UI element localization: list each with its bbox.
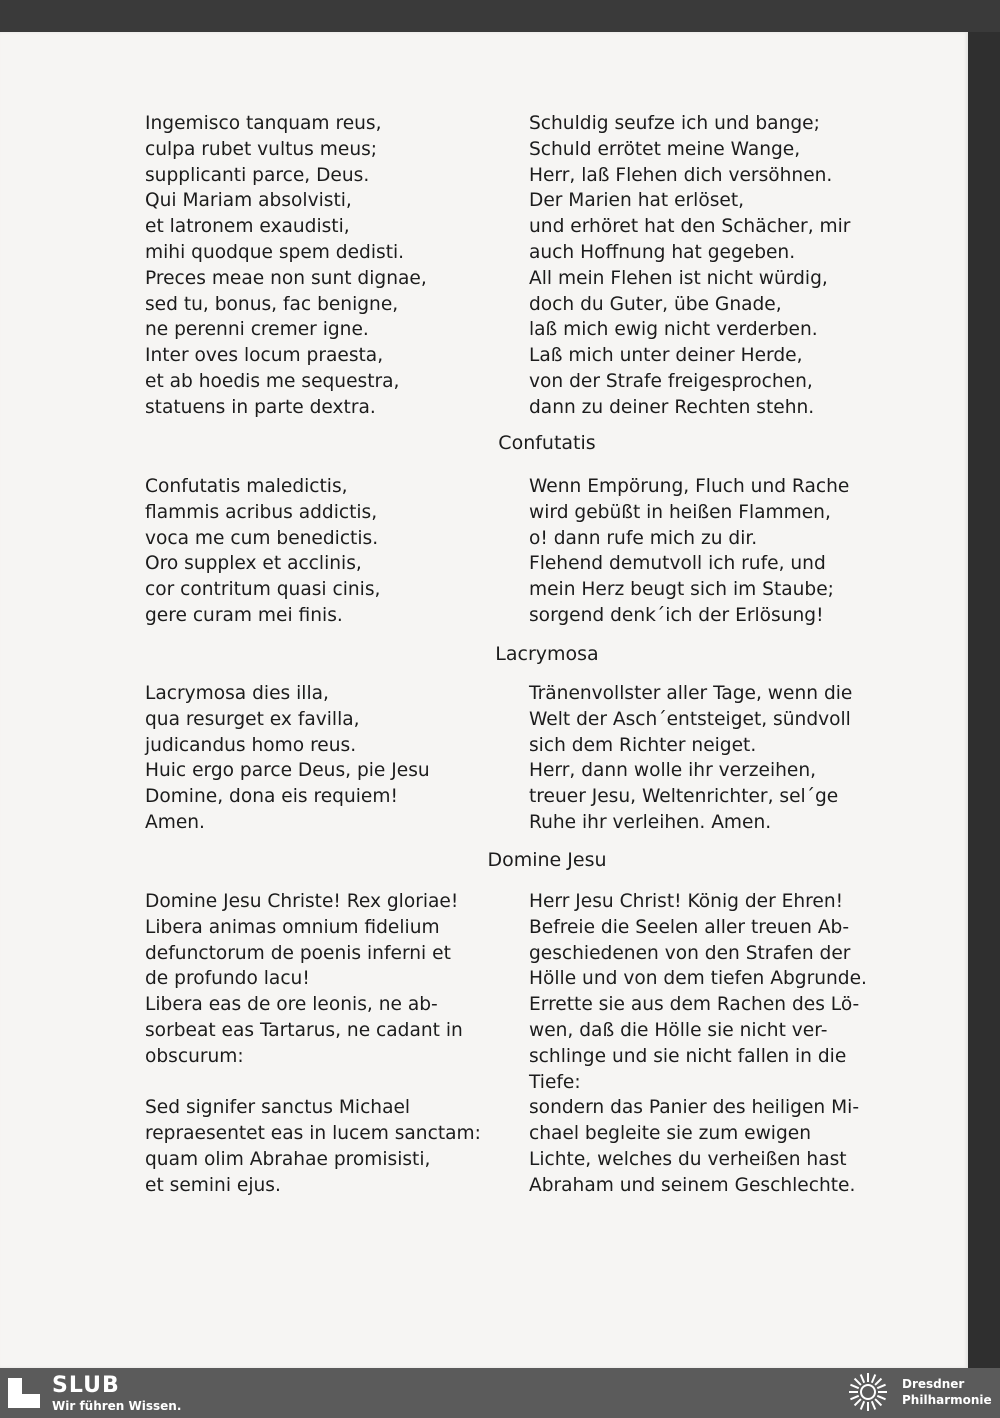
partner-name-line1: Dresdner [902, 1377, 965, 1391]
text-line: Tränenvollster aller Tage, wenn die [529, 683, 853, 704]
text-line: qua resurget ex favilla, [145, 708, 360, 730]
slub-tagline: Wir führen Wissen. [52, 1399, 182, 1413]
text-line: ne perenni cremer igne. [145, 319, 369, 341]
text-line: geschiedenen von den Strafen der [529, 942, 851, 964]
text-line: und erhöret hat den Schächer, mir [529, 216, 851, 238]
section-heading-domine-jesu: Domine Jesu [487, 849, 607, 871]
text-line: Sed signifer sanctus Michael [145, 1097, 411, 1119]
text-line: repraesentet eas in lucem sanctam: [145, 1123, 481, 1145]
text-line [145, 1070, 525, 1096]
text-line: supplicanti parce, Deus. [145, 164, 370, 186]
text-line: Abraham und seinem Geschlechte. [529, 1174, 856, 1196]
text-line: Wenn Empörung, Fluch und Rache [529, 476, 850, 497]
footer-bar [0, 1368, 1000, 1418]
text-line: sorgend denk´ich der Erlösung! [529, 604, 824, 626]
text-line: von der Strafe freigesprochen, [529, 370, 813, 392]
text-line: Huic ergo parce Deus, pie Jesu [145, 760, 430, 782]
text-line: culpa rubet vultus meus; [145, 138, 378, 160]
sunburst-logo-icon[interactable] [848, 1372, 888, 1412]
text-line: Laß mich unter deiner Herde, [529, 345, 803, 367]
text-line: All mein Flehen ist nicht würdig, [529, 267, 828, 289]
text-line: cor contritum quasi cinis, [145, 579, 381, 601]
slub-logo-icon[interactable] [8, 1378, 40, 1408]
text-line: Confutatis maledictis, [145, 476, 348, 497]
latin-column-lacrymosa [145, 681, 525, 836]
text-line: Errette sie aus dem Rachen des Lö- [529, 994, 860, 1016]
text-line: Der Marien hat erlöset, [529, 190, 745, 212]
section-heading-lacrymosa: Lacrymosa [495, 643, 599, 665]
text-line: Preces meae non sunt dignae, [145, 267, 427, 289]
text-line: o! dann rufe mich zu dir. [529, 527, 758, 549]
text-line: Libera animas omnium fidelium [145, 916, 440, 938]
text-line: wird gebüßt in heißen Flammen, [529, 501, 831, 523]
text-line: et latronem exaudisti, [145, 216, 350, 238]
text-line: et semini ejus. [145, 1174, 281, 1196]
latin-column-ingemisco [145, 111, 525, 421]
german-column-lacrymosa [529, 681, 949, 836]
text-line: sich dem Richter neiget. [529, 734, 757, 756]
text-line: quam olim Abrahae promisisti, [145, 1148, 431, 1170]
text-line: et ab hoedis me sequestra, [145, 370, 400, 392]
text-line: Amen. [145, 811, 205, 833]
text-line: Libera eas de ore leonis, ne ab- [145, 994, 438, 1016]
text-line: laß mich ewig nicht verderben. [529, 319, 818, 341]
text-line: Qui Mariam absolvisti, [145, 190, 352, 212]
text-line: Befreie die Seelen aller treuen Ab- [529, 916, 850, 938]
latin-column-confutatis [145, 474, 525, 629]
text-line: statuens in parte dextra. [145, 396, 376, 418]
german-column-ingemisco [529, 111, 949, 421]
partner-name-line2: Philharmonie [902, 1393, 992, 1407]
text-line: Domine Jesu Christe! Rex gloriae! [145, 891, 459, 912]
text-line: Oro supplex et acclinis, [145, 553, 362, 575]
text-line: dann zu deiner Rechten stehn. [529, 396, 815, 418]
scan-border-right [968, 32, 1000, 1368]
text-line: obscurum: [145, 1045, 244, 1067]
text-line: de profundo lacu! [145, 968, 310, 990]
section-heading-confutatis: Confutatis [498, 432, 596, 454]
text-line: Herr, laß Flehen dich versöhnen. [529, 164, 833, 186]
scan-border-top [0, 0, 1000, 32]
text-line: chael begleite sie zum ewigen [529, 1123, 811, 1145]
text-line: sorbeat eas Tartarus, ne cadant in [145, 1019, 463, 1041]
text-line: voca me cum benedictis. [145, 527, 379, 549]
text-line: auch Hoffnung hat gegeben. [529, 241, 796, 263]
text-line: judicandus homo reus. [145, 734, 357, 756]
text-line: Ingemisco tanquam reus, [145, 113, 382, 134]
text-line: Tiefe: [529, 1071, 581, 1093]
text-line: sed tu, bonus, fac benigne, [145, 293, 399, 315]
text-line: Domine, dona eis requiem! [145, 786, 398, 808]
text-line: Welt der Asch´entsteiget, sündvoll [529, 708, 851, 730]
german-column-confutatis [529, 474, 949, 629]
german-column-domine-jesu [529, 889, 949, 1199]
text-line: Ruhe ihr verleihen. Amen. [529, 811, 772, 833]
text-line: Herr Jesu Christ! König der Ehren! [529, 891, 844, 912]
partner-name[interactable] [902, 1376, 992, 1408]
text-line: mihi quodque spem dedisti. [145, 241, 405, 263]
text-line: Herr, dann wolle ihr verzeihen, [529, 760, 817, 782]
text-line: mein Herz beugt sich im Staube; [529, 579, 834, 601]
text-line: Lacrymosa dies illa, [145, 683, 329, 704]
text-line: wen, daß die Hölle sie nicht ver- [529, 1019, 828, 1041]
text-line: Inter oves locum praesta, [145, 345, 384, 367]
slub-name[interactable]: SLUB [52, 1373, 120, 1398]
text-line: Flehend demutvoll ich rufe, und [529, 553, 826, 575]
latin-column-domine-jesu [145, 889, 525, 1199]
text-line: Lichte, welches du verheißen hast [529, 1148, 847, 1170]
text-line: gere curam mei finis. [145, 604, 343, 626]
text-line: Schuld errötet meine Wange, [529, 138, 801, 160]
text-line: treuer Jesu, Weltenrichter, sel´ge [529, 786, 839, 808]
text-line: Hölle und von dem tiefen Abgrunde. [529, 968, 867, 990]
text-line: doch du Guter, übe Gnade, [529, 293, 782, 315]
text-line: flammis acribus addictis, [145, 501, 378, 523]
text-line: sondern das Panier des heiligen Mi- [529, 1097, 860, 1119]
text-line: defunctorum de poenis inferni et [145, 942, 451, 964]
text-line: schlinge und sie nicht fallen in die [529, 1045, 847, 1067]
text-line: Schuldig seufze ich und bange; [529, 113, 820, 134]
